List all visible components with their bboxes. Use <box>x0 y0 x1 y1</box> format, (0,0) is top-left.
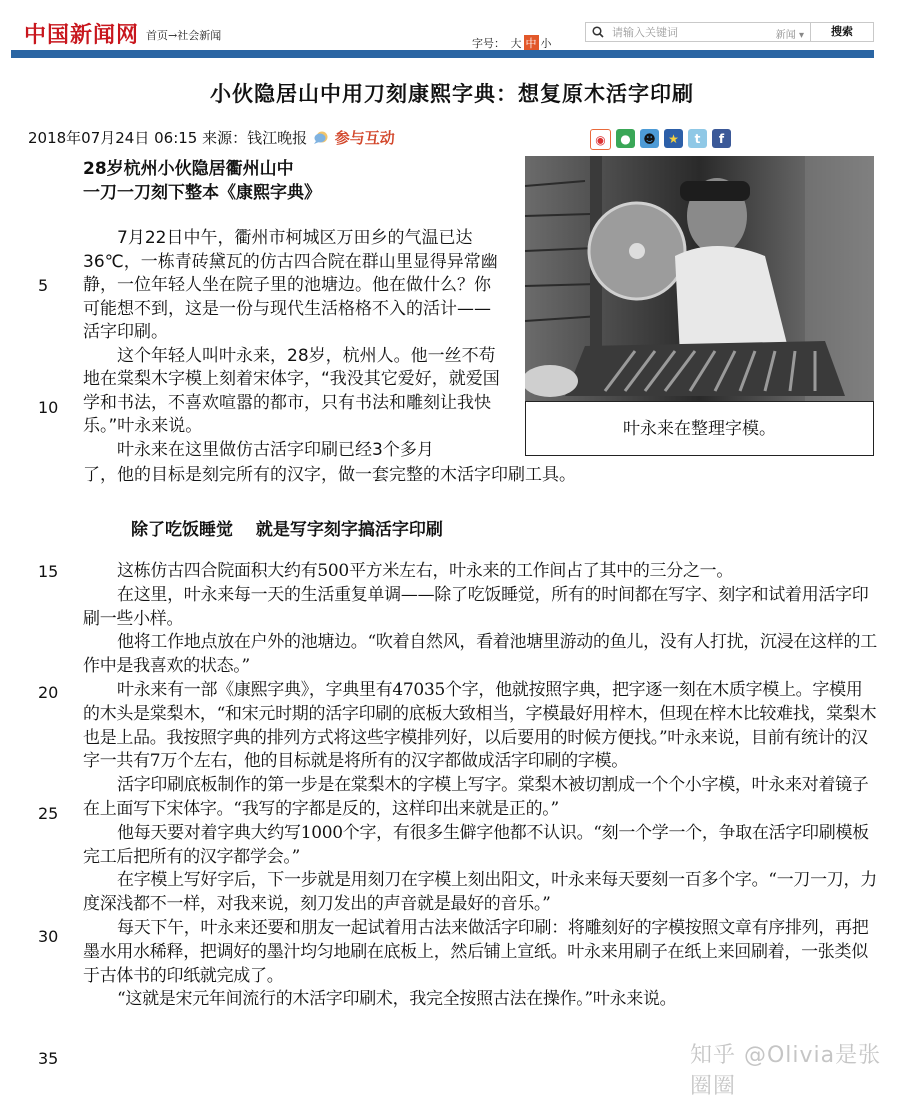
line-number: 10 <box>38 398 59 417</box>
search-icon <box>592 26 604 38</box>
paragraph: 7月22日中午，衢州市柯城区万田乡的气温已达36℃，一栋青砖黛瓦的仿古四合院在群山里显得异常幽静，一位年轻人坐在院子里的池塘边。他在做什么？你可能想不到，这是一份与现代生活格格不入的活计——活字印刷。 <box>83 228 498 342</box>
qzone-icon[interactable]: ★ <box>664 129 683 148</box>
paragraph: 他每天要对着字典大约写1000个字，有很多生僻字他都不认识。“刻一个学一个，争取在活字印刷模板完工后把所有的汉字都学会。” <box>83 822 869 867</box>
breadcrumb-home[interactable]: 首页 <box>146 29 168 42</box>
wechat-icon[interactable]: ● <box>616 129 635 148</box>
publish-date: 2018年07月24日 06:15 <box>28 129 198 147</box>
line-number: 35 <box>38 1049 59 1068</box>
paragraph: 在字模上写好字后，下一步就是用刻刀在字模上刻出阳文，叶永来每天要刻一百多个字。“一刀一刀，力度深浅都不一样，对我来说，刻刀发出的声音就是最好的音乐。” <box>83 870 877 915</box>
search-box <box>585 22 811 42</box>
line-number: 20 <box>38 683 59 702</box>
page-title: 小伙隐居山中用刀刻康熙字典：想复原木活字印刷 <box>210 82 694 106</box>
font-size-label: 字号： <box>472 37 505 50</box>
font-size-small[interactable]: 小 <box>540 37 552 50</box>
zhihu-watermark: 知乎 @Olivia是张圈圈 <box>690 1043 882 1099</box>
photo-craftsman-arranging-type-icon <box>525 156 874 401</box>
source-label: 来源： <box>202 129 248 147</box>
paragraph: 在这里，叶永来每一天的生活重复单调——除了吃饭睡觉，所有的时间都在写字、刻字和试着用活字印刷一些小样。 <box>83 584 869 629</box>
paragraph: 活字印刷底板制作的第一步是在棠梨木的字模上写字。棠梨木被切割成一个个小字模，叶永来对着镜子在上面写下宋体字。“我写的字都是反的，这样印出来就是正的。” <box>83 775 869 819</box>
search-button[interactable]: 搜索 <box>811 22 874 42</box>
section-heading: 除了吃饭睡觉 就是写字刻字搞活字印刷 <box>131 520 443 540</box>
paragraph: 他将工作地点放在户外的池塘边。“吹着自然风，看着池塘里游动的鱼儿，没有人打扰，沉浸在这样的工作中是我喜欢的状态。” <box>83 632 877 677</box>
search-category-select[interactable] <box>776 26 804 41</box>
paragraph: 叶永来有一部《康熙字典》，字典里有47035个字，他就按照字典，把字逐一刻在木质字模上。字模用的木头是棠梨木，“和宋元时期的活字印刷的底板大致相当，字模最好用梓木，但现在梓木比较难找，棠梨木也是上品。我按照字典的排列方式将这些字模排列好，以后要用的时候方便找。”叶永来说，目前有统计的汉字一共有7万个左右，他的目标就是将所有的汉字都做成活字印刷的字模。 <box>83 679 877 772</box>
header-divider-bar <box>11 50 874 58</box>
breadcrumb-separator: → <box>168 29 178 42</box>
breadcrumb-society-news[interactable]: 社会新闻 <box>177 29 222 42</box>
photo-caption: 叶永来在整理字模。 <box>525 401 874 456</box>
interact-link[interactable]: 参与互动 <box>334 129 395 147</box>
site-logo[interactable]: 中国新闻网 <box>24 22 140 48</box>
subheadline-line-1: 28岁杭州小伙隐居衢州山中 <box>83 159 294 179</box>
share-bar <box>590 129 731 150</box>
weibo-icon[interactable]: ◉ <box>590 129 611 150</box>
comment-bubble-icon <box>312 131 330 145</box>
article-photo <box>525 156 874 401</box>
article-body-text <box>83 560 878 1012</box>
font-size-switcher <box>472 35 554 51</box>
paragraph: 叶永来在这里做仿古活字印刷已经3个多月 <box>117 439 434 460</box>
qq-icon[interactable]: ☻ <box>640 129 659 148</box>
font-size-medium[interactable]: 中 <box>525 37 537 50</box>
line-number: 5 <box>38 276 49 295</box>
article-meta <box>28 127 395 148</box>
paragraph: “这就是宋元年间流行的木活字印刷术，我完全按照古法在操作。”叶永来说。 <box>117 989 677 1010</box>
font-size-large[interactable]: 大 <box>510 37 522 50</box>
paragraph-continuation: 了，他的目标是刻完所有的汉字，做一套完整的木活字印刷工具。 <box>83 465 576 485</box>
breadcrumb <box>146 27 221 43</box>
tencent-weibo-icon[interactable]: t <box>688 129 707 148</box>
line-number: 15 <box>38 562 59 581</box>
source-name: 钱江晚报 <box>247 129 308 147</box>
facebook-icon[interactable]: f <box>712 129 731 148</box>
paragraph: 每天下午，叶永来还要和朋友一起试着用古法来做活字印刷：将雕刻好的字模按照文章有序排列，再把墨水用水稀释，把调好的墨汁均匀地刷在底板上，然后铺上宣纸。叶永来用刷子在纸上来回刷着，一张类似于古体书的印纸就完成了。 <box>83 917 869 986</box>
search-category-value: 新闻 <box>775 30 796 41</box>
paragraph: 这个年轻人叫叶永来，28岁，杭州人。他一丝不苟地在棠梨木字模上刻着宋体字，“我没其它爱好，就爱国学和书法，不喜欢喧嚣的都市，只有书法和雕刻让我快乐。”叶永来说。 <box>83 345 500 436</box>
chevron-down-icon: ▾ <box>798 30 804 41</box>
line-number: 30 <box>38 927 59 946</box>
article-subheadline <box>83 157 321 205</box>
article-column-text <box>83 227 503 462</box>
line-number: 25 <box>38 804 59 823</box>
search-input[interactable] <box>612 24 752 40</box>
subheadline-line-2: 一刀一刀刻下整本《康熙字典》 <box>83 183 321 203</box>
paragraph: 这栋仿古四合院面积大约有500平方米左右，叶永来的工作间占了其中的三分之一。 <box>117 561 734 581</box>
